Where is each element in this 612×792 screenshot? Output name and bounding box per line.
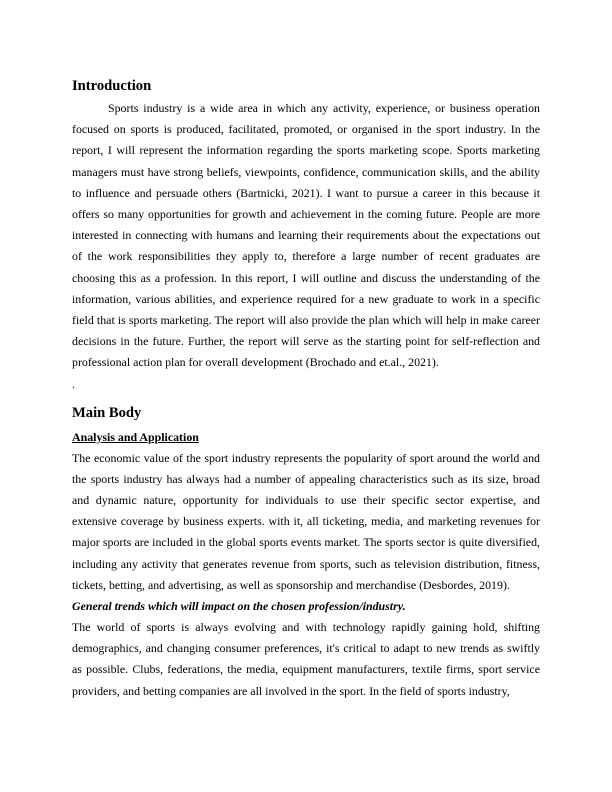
- main-body-heading: Main Body: [72, 404, 142, 421]
- analysis-heading: Analysis and Application: [72, 429, 199, 444]
- introduction-paragraph: Sports industry is a wide area in which any activity, experience, or business operation focused on sports is produced, facilitated, promoted, or organised in the sport industry. In the report, I will represent the information regarding the sports marketing scope. Sports marketing managers must have strong beliefs, viewpoints, confidence, communication skills, and the ability to influence and persuade others (Bartnicki, 2021). I want to pursue a career in this because it offers so many opportunities for growth and achievement in the coming future. People are more interested in connecting with humans and learning their requirements about the expectations out of the work responsibilities they apply to, therefore a large number of recent graduates are choosing this as a profession. In this report, I will outline and discuss the understanding of the information, various abilities, and experience required for a new graduate to work in a specific field that is sports marketing. The report will also provide the plan which will help in make career decisions in the future. Further, the report will serve as the starting point for self-reflection and professional action plan for overall development (Brochado and et.al., 2021).: [72, 101, 540, 370]
- trends-heading: General trends which will impact on the chosen profession/industry.: [72, 599, 406, 614]
- introduction-heading: Introduction: [72, 78, 152, 94]
- analysis-paragraph: The economic value of the sport industry represents the popularity of sport around the world and the sports industry has always had a number of appealing characteristics such as its size, broad and dynamic nature, opportunity for individuals to use their specific sector expertise, and extensive coverage by business experts. with it, all ticketing, media, and marketing revenues for major sports are included in the global sports events market. The sports sector is quite diversified, including any activity that generates revenue from sports, such as television distribution, fitness, tickets, betting, and advertising, as well as sponsorship and merchandise (Desbordes, 2019).: [72, 450, 540, 592]
- stray-dot: .: [72, 376, 75, 391]
- trends-paragraph: The world of sports is always evolving and with technology rapidly gaining hold, shifting demographics, and changing consumer preferences, it's critical to adapt to new trends as swiftly as possible. Clubs, federations, the media, equipment manufacturers, textile firms, sport service providers, and betting companies are all involved in the sport. In the field of sports industry,: [72, 620, 540, 698]
- document-page: [72, 72, 540, 702]
